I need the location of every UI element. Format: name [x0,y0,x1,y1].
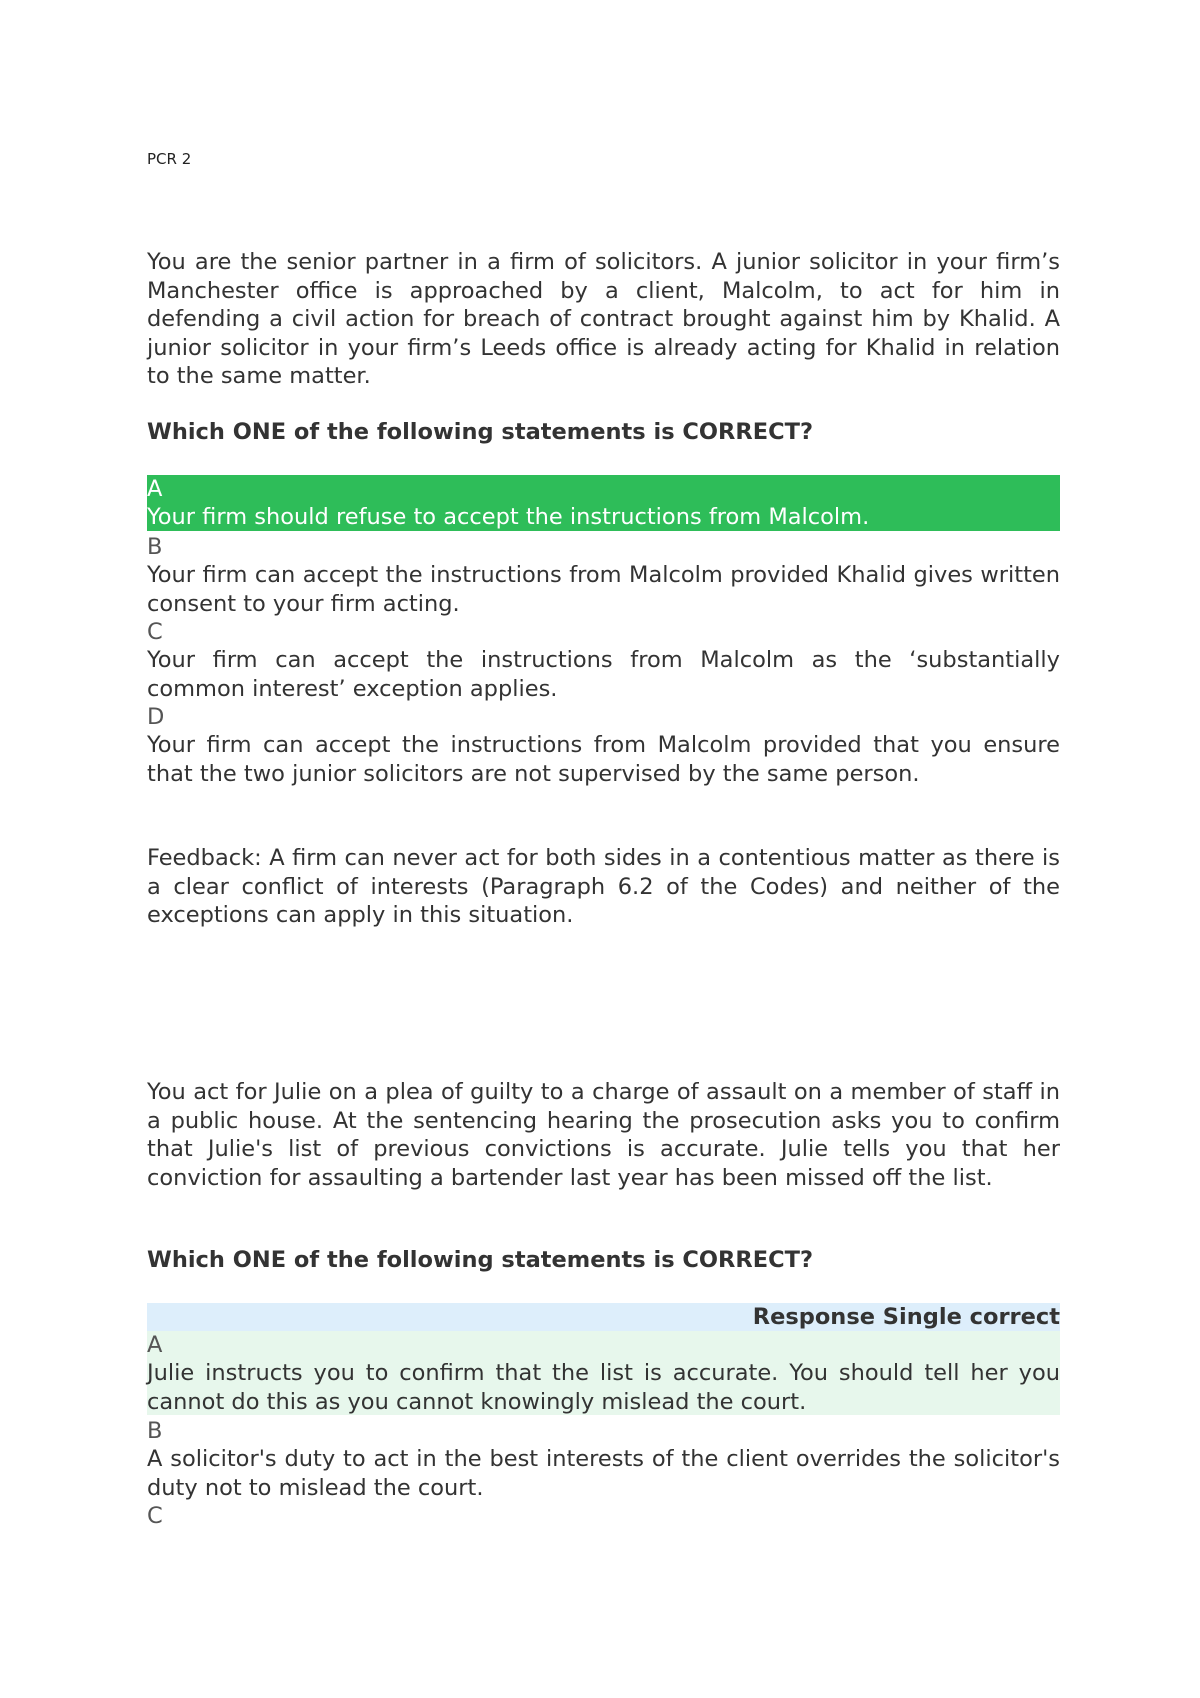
question-1-prompt [147,418,1060,446]
question-2-prompt [147,1246,1060,1274]
option-text: Your firm should refuse to accept the instructions from Malcolm. [147,504,870,530]
option-letter: C [147,1503,163,1529]
option-letter: B [147,534,163,560]
option-a-correct[interactable] [147,475,1060,531]
response-type-label: Response Single correct [752,1304,1060,1330]
option-d[interactable] [147,703,1060,788]
option-c[interactable] [147,1502,1060,1530]
option-letter: A [147,476,163,502]
option-letter: C [147,619,163,645]
response-type-bar [147,1303,1060,1331]
option-letter: A [147,1332,163,1358]
option-letter: B [147,1418,163,1444]
feedback-text: Feedback: A firm can never act for both sides in a contentious matter as there is a clear conflict of interests (Paragraph 6.2 of the Codes) and neither of the exceptions can apply in this situation. [147,845,1060,929]
question-stem: You act for Julie on a plea of guilty to a charge of assault on a member of staff in a public house. At the sentencing hearing the prosecution asks you to confirm that Julie's list of previous convictions is accurate. Julie tells you that her conviction for assaulting a bartender last year has been missed off the list. [147,1079,1060,1191]
question-2-stem [147,1078,1060,1192]
document-header: PCR 2 [147,150,192,168]
option-b[interactable] [147,533,1060,618]
feedback [147,844,1060,930]
option-a-correct[interactable] [147,1331,1060,1415]
option-text: Your firm can accept the instructions from Malcolm as the ‘substantially common interest’ exception applies. [147,647,1060,702]
option-c[interactable] [147,618,1060,703]
option-letter: D [147,704,165,730]
option-text: Julie instructs you to confirm that the list is accurate. You should tell her you cannot do this as you cannot knowingly mislead the court. [147,1360,1060,1415]
option-text: A solicitor's duty to act in the best interests of the client overrides the solicitor's duty not to mislead the court. [147,1446,1060,1501]
question-prompt: Which ONE of the following statements is CORRECT? [147,1247,813,1273]
option-text: Your firm can accept the instructions from Malcolm provided that you ensure that the two junior solicitors are not supervised by the same person. [147,732,1060,787]
question-1-stem [147,248,1060,391]
question-prompt: Which ONE of the following statements is CORRECT? [147,419,813,445]
question-stem: You are the senior partner in a firm of solicitors. A junior solicitor in your firm’s Manchester office is approached by a client, Malcolm, to act for him in defending a civil action for breach of contract brought against him by Khalid. A junior solicitor in your firm’s Leeds office is already acting for Khalid in relation to the same matter. [147,249,1060,390]
option-text: Your firm can accept the instructions from Malcolm provided Khalid gives written consent to your firm acting. [147,562,1060,617]
option-b[interactable] [147,1417,1060,1502]
